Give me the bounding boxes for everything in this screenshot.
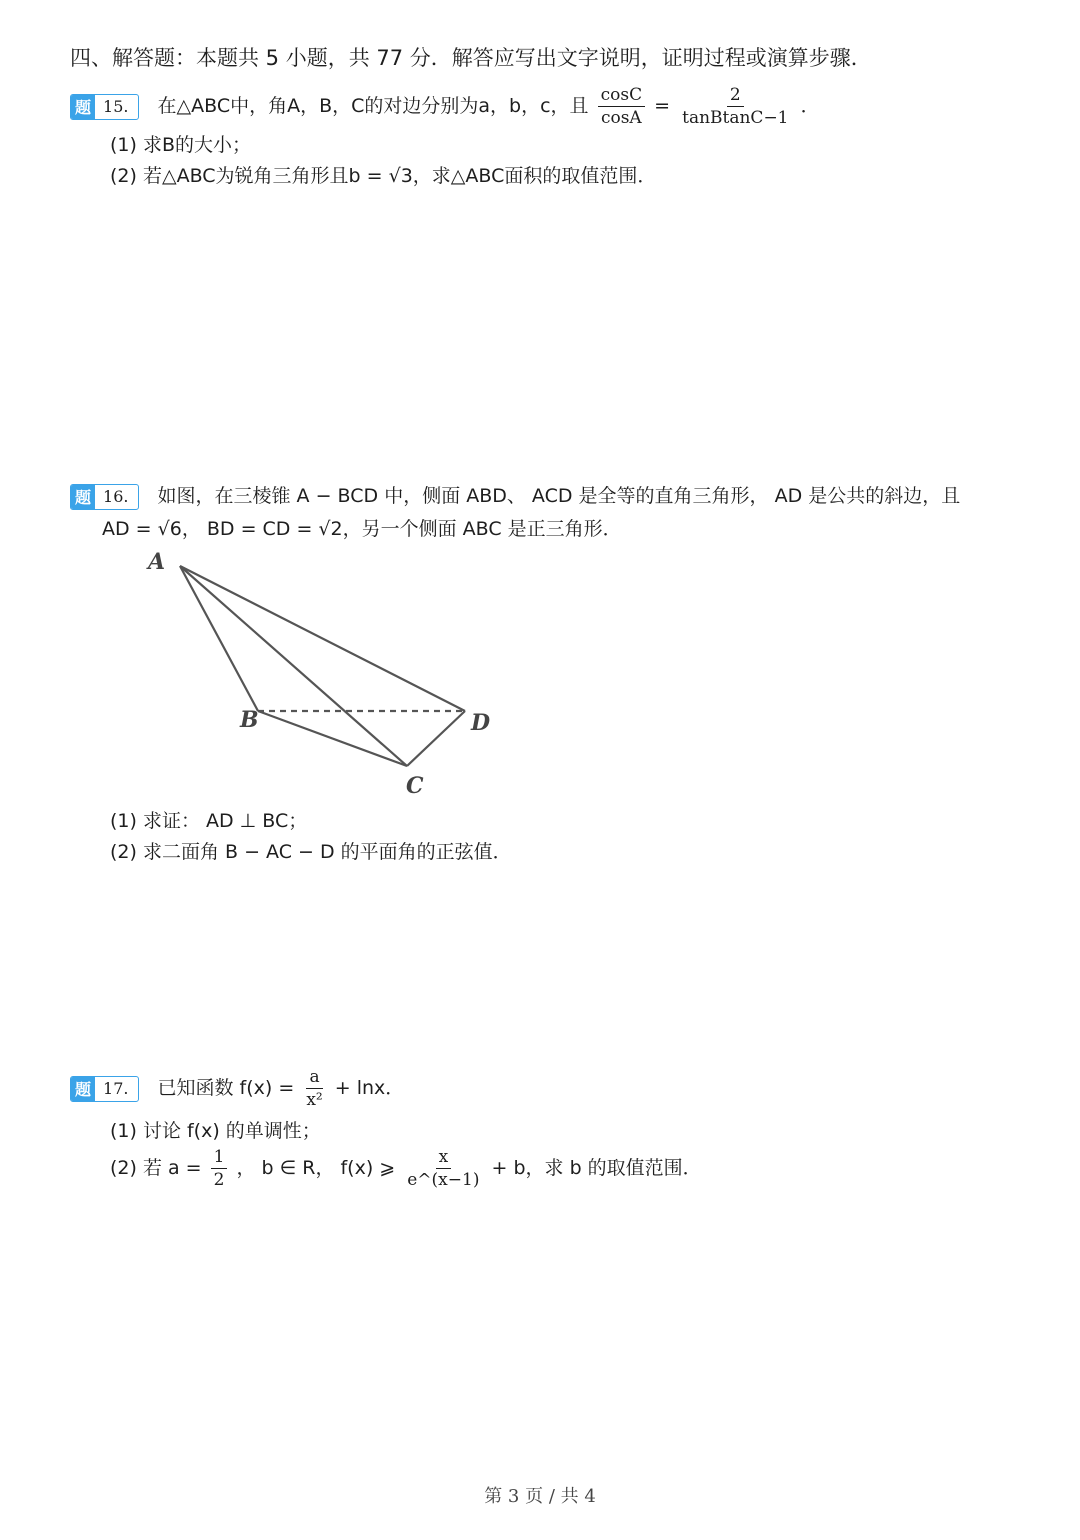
q15-frac1-denominator: cosA — [600, 108, 642, 128]
q17-stem-suffix: + lnx． — [334, 1077, 405, 1099]
q16-stem-line2: AD = √6， BD = CD = √2，另一个侧面 ABC 是正三角形． — [102, 518, 622, 540]
q17-part1: (1) 讨论 f(x) 的单调性； — [110, 1120, 321, 1142]
q17-frac-numerator: a — [306, 1066, 322, 1089]
vertex-label-c: C — [406, 773, 424, 799]
section-heading: 四、解答题：本题共 5 小题，共 77 分．解答应写出文字说明，证明过程或演算步骤． — [70, 46, 872, 70]
q17-part2-mid: ， b ∈ R， f(x) ⩾ — [236, 1157, 402, 1179]
q17-part2-fraction-exp — [404, 1146, 482, 1191]
vertex-label-b: B — [240, 707, 259, 733]
q16-part1: (1) 求证： AD ⊥ BC； — [110, 810, 308, 832]
q17-part2-fraction-half — [211, 1146, 228, 1191]
question-number: 17. — [103, 1079, 129, 1098]
q15-equals: = — [654, 95, 671, 117]
q17-part2-suffix: + b，求 b 的取值范围． — [491, 1157, 702, 1179]
question-15-stem — [70, 84, 820, 129]
badge-tag: 题 — [71, 485, 95, 509]
edge-cd — [407, 711, 465, 766]
question-16-stem — [70, 481, 960, 510]
edge-bc — [258, 711, 407, 766]
q17-part2-frac2-denominator: e^(x−1) — [407, 1170, 480, 1190]
q16-stem-line1: 如图，在三棱锥 A − BCD 中，侧面 ABD、 ACD 是全等的直角三角形， AD 是公共的斜边，且 — [157, 485, 961, 507]
q17-stem-prefix: 已知函数 f(x) = — [157, 1077, 301, 1099]
q17-part2-frac-denominator: 2 — [213, 1170, 225, 1190]
badge-tag: 题 — [71, 95, 95, 119]
question-badge — [70, 484, 139, 510]
edge-ab — [180, 566, 258, 711]
q15-frac2-denominator: tanBtanC−1 — [682, 108, 789, 128]
q17-part2 — [110, 1146, 702, 1191]
q17-part2-prefix: (2) 若 a = — [110, 1157, 208, 1179]
edge-ad — [180, 566, 465, 711]
q17-fraction — [303, 1066, 325, 1111]
q15-frac2-numerator: 2 — [727, 84, 744, 107]
q17-part2-frac-numerator: 1 — [211, 1146, 228, 1169]
q15-part2: (2) 若△ABC为锐角三角形且b = √3，求△ABC面积的取值范围． — [110, 165, 657, 187]
q17-frac-denominator: x² — [306, 1090, 323, 1110]
question-number: 15. — [103, 97, 129, 116]
question-badge — [70, 1076, 139, 1102]
q15-fraction-right — [679, 84, 791, 129]
vertex-label-a: A — [148, 549, 166, 575]
page-footer: 第 3 页 / 共 4 — [484, 1486, 596, 1507]
question-badge — [70, 94, 139, 120]
q15-frac1-numerator: cosC — [598, 84, 646, 107]
q15-stem-prefix: 在△ABC中，角A，B，C的对边分别为a，b，c，且 — [157, 95, 589, 117]
edge-ac — [180, 566, 407, 766]
q15-stem-suffix: ． — [800, 95, 820, 117]
q15-part1: (1) 求B的大小； — [110, 134, 251, 156]
vertex-label-d: D — [471, 710, 491, 736]
badge-tag: 题 — [71, 1077, 95, 1101]
question-17-stem — [70, 1066, 404, 1111]
q16-part2: (2) 求二面角 B − AC − D 的平面角的正弦值． — [110, 841, 512, 863]
tetrahedron-figure — [140, 545, 510, 800]
q15-fraction-left — [598, 84, 646, 129]
question-number: 16. — [103, 487, 129, 506]
q17-part2-frac2-numerator: x — [436, 1146, 452, 1169]
